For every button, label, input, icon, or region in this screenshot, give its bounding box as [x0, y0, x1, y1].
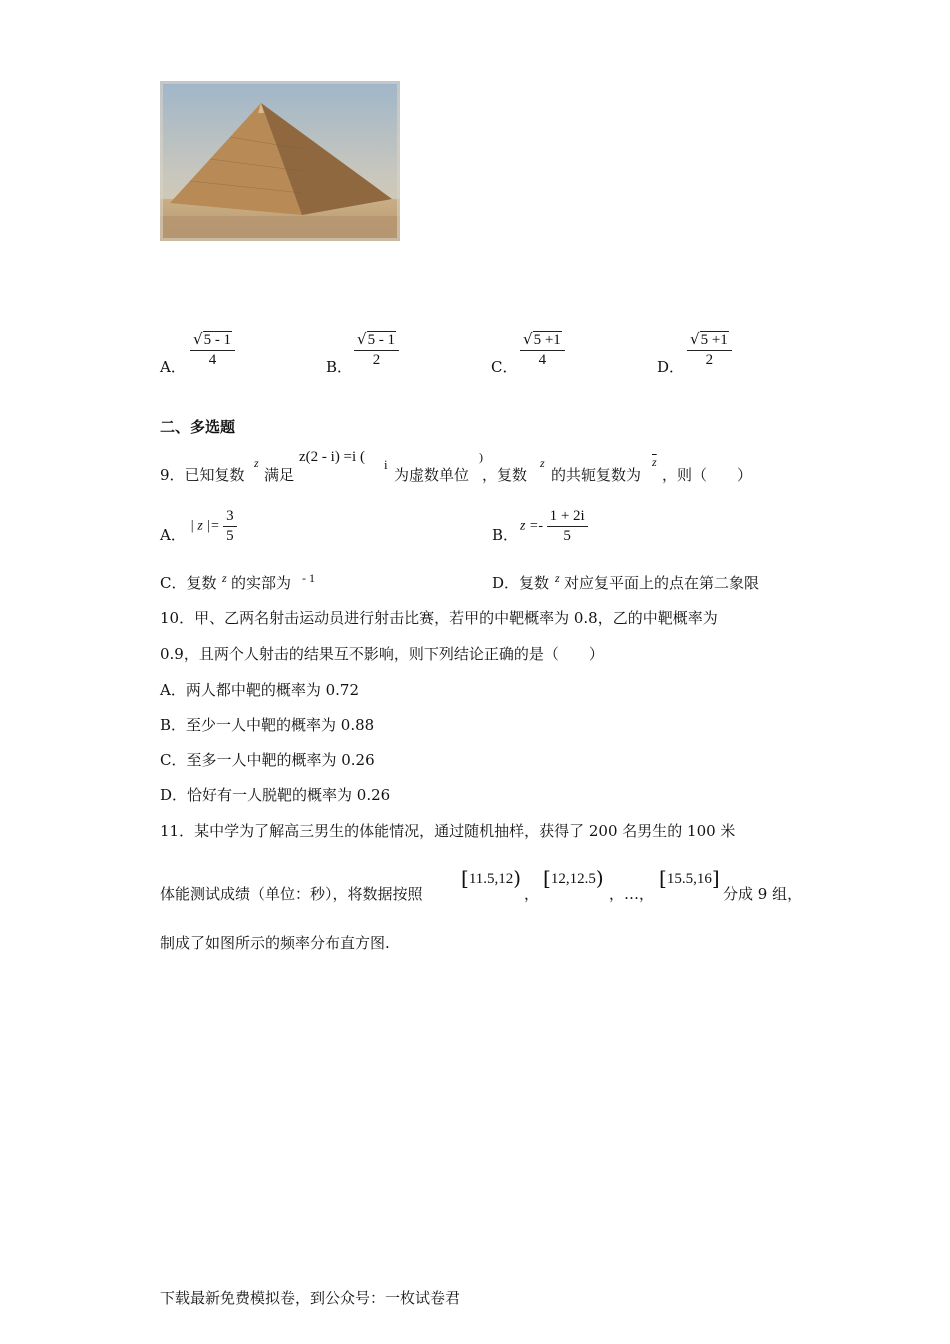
q11-line-2-start: 体能测试成绩（单位：秒），将数据按照 [160, 885, 423, 903]
q9-option-c-z: z [222, 571, 227, 585]
q10-option-b: B．至少一人中靶的概率为 0.88 [160, 716, 375, 734]
q8-option-d-letter: D． [657, 358, 685, 376]
q9-option-c-text: 的实部为 [231, 574, 292, 592]
q9-option-b-letter: B． [492, 526, 519, 544]
q11-interval-1-text: 11.5,12 [468, 871, 514, 887]
q9-option-a-den: 5 [226, 528, 234, 544]
q11-interval-2-text: 12,12.5 [550, 871, 596, 887]
q8-option-d-numerator: 5 +1 [700, 332, 728, 348]
q8-option-a-letter: A． [160, 358, 186, 376]
q9-option-a-letter: A． [160, 526, 186, 544]
q9-z-1: z [254, 456, 259, 470]
footer-note: 下载最新免费模拟卷，到公众号：一枚试卷君 [160, 1289, 461, 1307]
q9-i: i [384, 457, 388, 472]
q11-interval-1: [11.5,12) [461, 866, 522, 890]
q8-option-d-denominator: 2 [705, 352, 714, 368]
q11-interval-3: [15.5,16] [659, 866, 720, 890]
q9-option-b-den: 5 [563, 528, 571, 544]
q8-option-b-fraction: $\frac{√5 - 1}{2}$ [354, 330, 399, 369]
q9-option-b-math [520, 508, 588, 545]
q9-stem-6: ，则（ ） [662, 466, 753, 484]
q9-option-c-value: - 1 [302, 571, 315, 585]
q11-interval-3-text: 15.5,16 [666, 871, 712, 887]
q9-option-b-num: 1 + 2i [547, 508, 588, 527]
q10-option-c: C．至多一人中靶的概率为 0.26 [160, 751, 375, 769]
q9-stem-5: 的共轭复数为 [551, 466, 642, 484]
q10-line-1: 10．甲、乙两名射击运动员进行射击比赛，若甲的中靶概率为 0.8，乙的中靶概率为 [160, 609, 718, 627]
q9-option-d-z: z [555, 571, 560, 585]
q8-option-c-fraction: $\frac{√5 +1}{4}$ [520, 330, 565, 369]
q11-line-1: 11．某中学为了解高三男生的体能情况，通过随机抽样，获得了 200 名男生的 100 米 [160, 822, 736, 840]
q9-stem-1: 9．已知复数 [160, 466, 245, 484]
q8-option-d-fraction: $\frac{√5 +1}{2}$ [687, 330, 732, 369]
q10-line-2: 0.9，且两个人射击的结果互不影响，则下列结论正确的是（ ） [160, 645, 604, 663]
q9-option-a-num: 3 [223, 508, 237, 527]
q8-option-a-fraction: $\frac{√5 - 1}{4}$ [190, 330, 235, 369]
q8-option-b-denominator: 2 [372, 352, 381, 368]
q8-option-c-letter: C． [491, 358, 518, 376]
q8-option-b-letter: B． [326, 358, 353, 376]
q9-equation: z(2 - i) =i ( [299, 449, 365, 465]
q9-z-2: z [540, 456, 545, 470]
q9-option-d-letter: D．复数 [492, 574, 550, 592]
q9-zbar: $\overline{z}$ [652, 455, 657, 469]
q11-line-3: 制成了如图所示的频率分布直方图. [160, 934, 390, 952]
q10-option-d: D．恰好有一人脱靶的概率为 0.26 [160, 786, 391, 804]
q8-option-b-numerator: 5 - 1 [367, 332, 396, 348]
q11-line-2-end: 分成 9 组， [723, 885, 803, 903]
q10-option-a: A．两人都中靶的概率为 0.72 [160, 681, 360, 699]
q9-option-c-letter: C．复数 [160, 574, 217, 592]
q11-sep: ， [524, 885, 540, 903]
q9-close-paren: ) [479, 450, 483, 464]
q9-option-a-lhs: | z |= [190, 518, 220, 534]
q9-stem-4: ，复数 [482, 466, 528, 484]
q11-ellipsis: ，…， [609, 885, 655, 903]
q9-option-b-lhs: z =- [520, 518, 544, 534]
q9-stem-2: 满足 [264, 466, 295, 484]
q8-option-c-numerator: 5 +1 [533, 332, 561, 348]
q9-option-d-text: 对应复平面上的点在第二象限 [564, 574, 760, 592]
section-title: 二、多选题 [160, 418, 236, 436]
pyramid-photo [160, 81, 400, 241]
q9-option-a-math [190, 508, 237, 545]
q9-stem-3: 为虚数单位 [394, 466, 470, 484]
q8-option-c-denominator: 4 [538, 352, 547, 368]
q8-option-a-denominator: 4 [208, 352, 217, 368]
q11-interval-2: [12,12.5) [543, 866, 604, 890]
q8-option-a-numerator: 5 - 1 [203, 332, 232, 348]
